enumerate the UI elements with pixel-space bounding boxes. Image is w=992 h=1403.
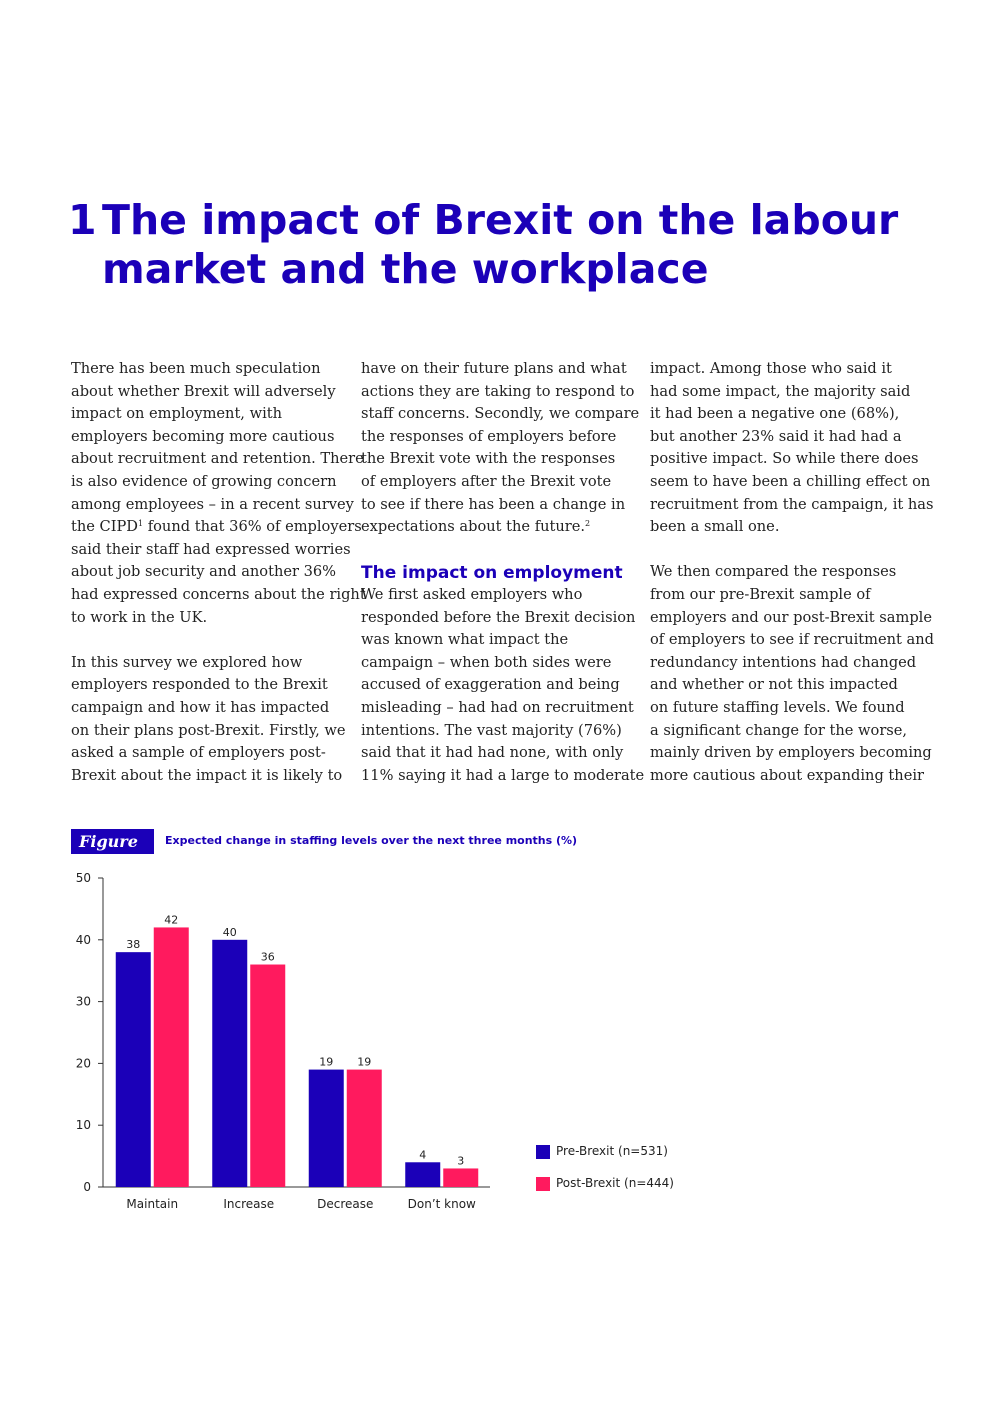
y-tick-label: 0 xyxy=(83,1180,91,1194)
chart-legend xyxy=(536,1144,674,1208)
bar-post-brexit xyxy=(154,927,189,1187)
data-label: 42 xyxy=(164,913,179,927)
text-line: but another 23% said it had had a xyxy=(650,427,902,445)
text-line: on future staffing levels. We found xyxy=(650,698,905,716)
text-line: employers becoming more cautious xyxy=(71,427,335,445)
text-line: and whether or not this impacted xyxy=(650,676,898,694)
text-line: to see if there has been a change in xyxy=(361,495,626,513)
text-line: of employers after the Brexit vote xyxy=(361,472,612,490)
paragraph-gap xyxy=(650,539,925,562)
legend-swatch-post-brexit xyxy=(536,1177,550,1191)
text-line: the Brexit vote with the responses xyxy=(361,450,616,468)
text-line: misleading – had had on recruitment xyxy=(361,698,634,716)
text-line: campaign – when both sides were xyxy=(361,653,612,671)
text-line: said their staff had expressed worries xyxy=(71,540,351,558)
paragraph-gap xyxy=(71,629,346,652)
figure-title: Expected change in staffing levels over the next three months (%) xyxy=(165,834,578,847)
data-label: 4 xyxy=(419,1148,427,1162)
text-line: about recruitment and retention. There xyxy=(71,450,364,468)
text-line: had expressed concerns about the right xyxy=(71,585,366,603)
bar-post-brexit xyxy=(443,1168,478,1187)
text-line: mainly driven by employers becoming xyxy=(650,744,932,762)
text-line: employers responded to the Brexit xyxy=(71,676,328,694)
text-line: the CIPD$^1$ found that 36% of employers xyxy=(71,518,362,536)
text-column-3 xyxy=(650,358,934,787)
text-line: more cautious about expanding their xyxy=(650,766,924,784)
text-column-2 xyxy=(361,358,645,787)
text-line: Brexit about the impact it is likely to xyxy=(71,766,343,784)
figure-tag: Figure 1 xyxy=(71,829,154,854)
bar-pre-brexit xyxy=(212,940,247,1187)
text-line: accused of exaggeration and being xyxy=(361,676,620,694)
text-line: There has been much speculation xyxy=(71,360,321,377)
text-line: recruitment from the campaign, it has xyxy=(650,495,934,513)
x-category-label: Don’t know xyxy=(407,1197,476,1211)
text-line: impact on employment, with xyxy=(71,405,283,423)
text-line: In this survey we explored how xyxy=(71,653,303,671)
y-tick-label: 40 xyxy=(75,932,91,947)
bar-pre-brexit xyxy=(405,1162,440,1187)
data-label: 19 xyxy=(357,1055,372,1069)
text-line: seem to have been a chilling effect on xyxy=(650,472,931,490)
x-category-label: Decrease xyxy=(317,1197,374,1211)
data-label: 3 xyxy=(457,1154,465,1168)
text-line: is also evidence of growing concern xyxy=(71,472,337,490)
data-label: 40 xyxy=(222,925,237,939)
bar-pre-brexit xyxy=(116,952,151,1187)
chapter-number: 1 xyxy=(68,196,97,244)
text-line: employers and our post-Brexit sample xyxy=(650,608,932,626)
legend-swatch-pre-brexit xyxy=(536,1145,550,1159)
data-label: 38 xyxy=(126,938,141,952)
y-tick-label: 30 xyxy=(75,994,91,1009)
text-line: We then compared the responses xyxy=(650,563,897,581)
section-subheading: The impact on employment xyxy=(361,563,623,584)
bar-pre-brexit xyxy=(309,1070,344,1187)
text-line: impact. Among those who said it xyxy=(650,360,892,377)
text-line: had some impact, the majority said xyxy=(650,382,911,400)
text-line: on their plans post-Brexit. Firstly, we xyxy=(71,721,346,739)
text-line: a significant change for the worse, xyxy=(650,721,908,739)
y-tick-label: 20 xyxy=(75,1056,91,1071)
legend-item-post-brexit xyxy=(536,1176,674,1208)
text-line: about job security and another 36% xyxy=(71,563,337,581)
bar-chart xyxy=(60,865,520,1225)
text-line: been a small one. xyxy=(650,518,780,536)
text-line: about whether Brexit will adversely xyxy=(71,382,336,400)
text-line: among employees – in a recent survey xyxy=(71,495,354,513)
bar-post-brexit xyxy=(250,965,285,1187)
text-line: staff concerns. Secondly, we compare xyxy=(361,405,640,423)
text-line: was known what impact the xyxy=(361,631,569,649)
text-line: have on their future plans and what xyxy=(361,360,627,377)
data-label: 36 xyxy=(260,950,275,964)
x-category-label: Maintain xyxy=(126,1197,179,1211)
legend-item-pre-brexit xyxy=(536,1144,674,1176)
text-line: the responses of employers before xyxy=(361,427,617,445)
text-line: campaign and how it has impacted xyxy=(71,698,330,716)
heading-line-1: The impact of Brexit on the labour xyxy=(102,196,899,244)
legend-label-post-brexit: Post-Brexit (n=444) xyxy=(556,1176,674,1190)
text-line: to work in the UK. xyxy=(71,608,208,626)
data-label: 19 xyxy=(319,1055,334,1069)
text-line: redundancy intentions had changed xyxy=(650,653,917,671)
text-line: intentions. The vast majority (76%) xyxy=(361,721,622,739)
text-line: positive impact. So while there does xyxy=(650,450,919,468)
text-line: actions they are taking to respond to xyxy=(361,382,635,400)
text-line: We first asked employers who xyxy=(361,585,583,603)
heading-line-2: market and the workplace xyxy=(102,245,709,293)
text-line: responded before the Brexit decision xyxy=(361,608,636,626)
x-category-label: Increase xyxy=(223,1197,275,1211)
text-line: of employers to see if recruitment and xyxy=(650,631,934,649)
text-line: 11% saying it had a large to moderate xyxy=(361,766,645,784)
text-line: said that it had had none, with only xyxy=(361,744,624,762)
paragraph-gap xyxy=(361,539,636,562)
text-line: from our pre-Brexit sample of xyxy=(650,585,871,603)
y-tick-label: 50 xyxy=(75,871,91,885)
text-line: expectations about the future.$^2$ xyxy=(361,518,591,536)
y-tick-label: 10 xyxy=(75,1118,91,1133)
text-line: asked a sample of employers post- xyxy=(71,744,326,762)
legend-label-pre-brexit: Pre-Brexit (n=531) xyxy=(556,1144,668,1158)
text-column-1 xyxy=(71,358,366,787)
bar-post-brexit xyxy=(347,1070,382,1187)
text-line: it had been a negative one (68%), xyxy=(650,405,900,423)
